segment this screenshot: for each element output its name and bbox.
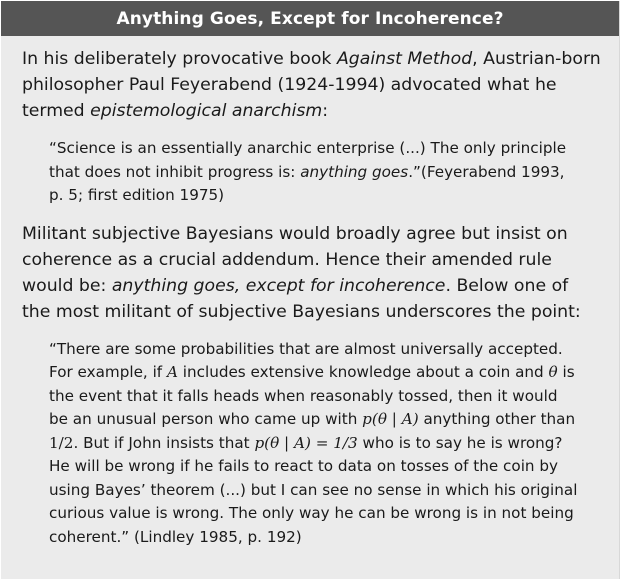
math-A: A [166, 363, 178, 381]
paragraph-bayesians [22, 221, 601, 325]
paragraph-feyerabend [22, 46, 601, 124]
math-one-half: 1/2 [49, 433, 74, 452]
para1-text-b: , Austrian-born philosopher Paul Feyerabend (1924-1994) advocated what he termed [22, 49, 601, 121]
quote1-text-a: “Science is an essentially anarchic enterprise (...) The only principle that does not inhibit progress is: [49, 139, 567, 181]
quote-lindley [49, 338, 581, 550]
math-p-theta-given-A: p(θ | A) [362, 410, 419, 428]
math-theta: θ [548, 363, 558, 381]
quote1-emphasis: anything goes [300, 162, 409, 181]
quote2-text-5: . But if John insists that [73, 433, 255, 452]
box-title: Anything Goes, Except for Incoherence? [1, 1, 619, 36]
quote1-text-b: .”(Feyerabend 1993, p. 5; first edition 1975) [49, 162, 565, 204]
quote2-text-2: includes extensive knowledge about a coin and [177, 363, 549, 381]
quote2-text-4: anything other than [418, 410, 576, 428]
para1-text-c: : [322, 101, 329, 121]
quote2-text-1: “There are some probabilities that are almost universally accepted. For example, if [49, 339, 563, 381]
para1-text-a: In his deliberately provocative book [22, 49, 337, 69]
para2-text-b: . Below one of the most militant of subjective Bayesians underscores the point: [22, 275, 581, 322]
quote2-text-6: who is to say he is wrong? He will be wrong if he fails to react to data on tosses of the coin by using Bayes’ theorem (...) but I can see no sense in which his original curious value is wrong. The only way he can be wrong is in not being coherent.” (Lindley 1985, p. 192) [49, 433, 578, 546]
para2-text-a: Militant subjective Bayesians would broadly agree but insist on coherence as a crucial addendum. Hence their amended rule would be: [22, 223, 568, 296]
quote-feyerabend [49, 137, 581, 208]
para2-emphasis: anything goes, except for incoherence [111, 275, 446, 296]
quote2-text-3: is the event that it falls heads when reasonably tossed, then it would be an unusual person who came up with [49, 363, 575, 428]
book-title: Against Method [336, 49, 473, 69]
math-p-equals-one-third: p(θ | A) = 1/3 [254, 433, 358, 452]
info-box [1, 1, 620, 579]
box-body [1, 36, 619, 549]
term-epistemological-anarchism: epistemological anarchism [90, 101, 323, 121]
